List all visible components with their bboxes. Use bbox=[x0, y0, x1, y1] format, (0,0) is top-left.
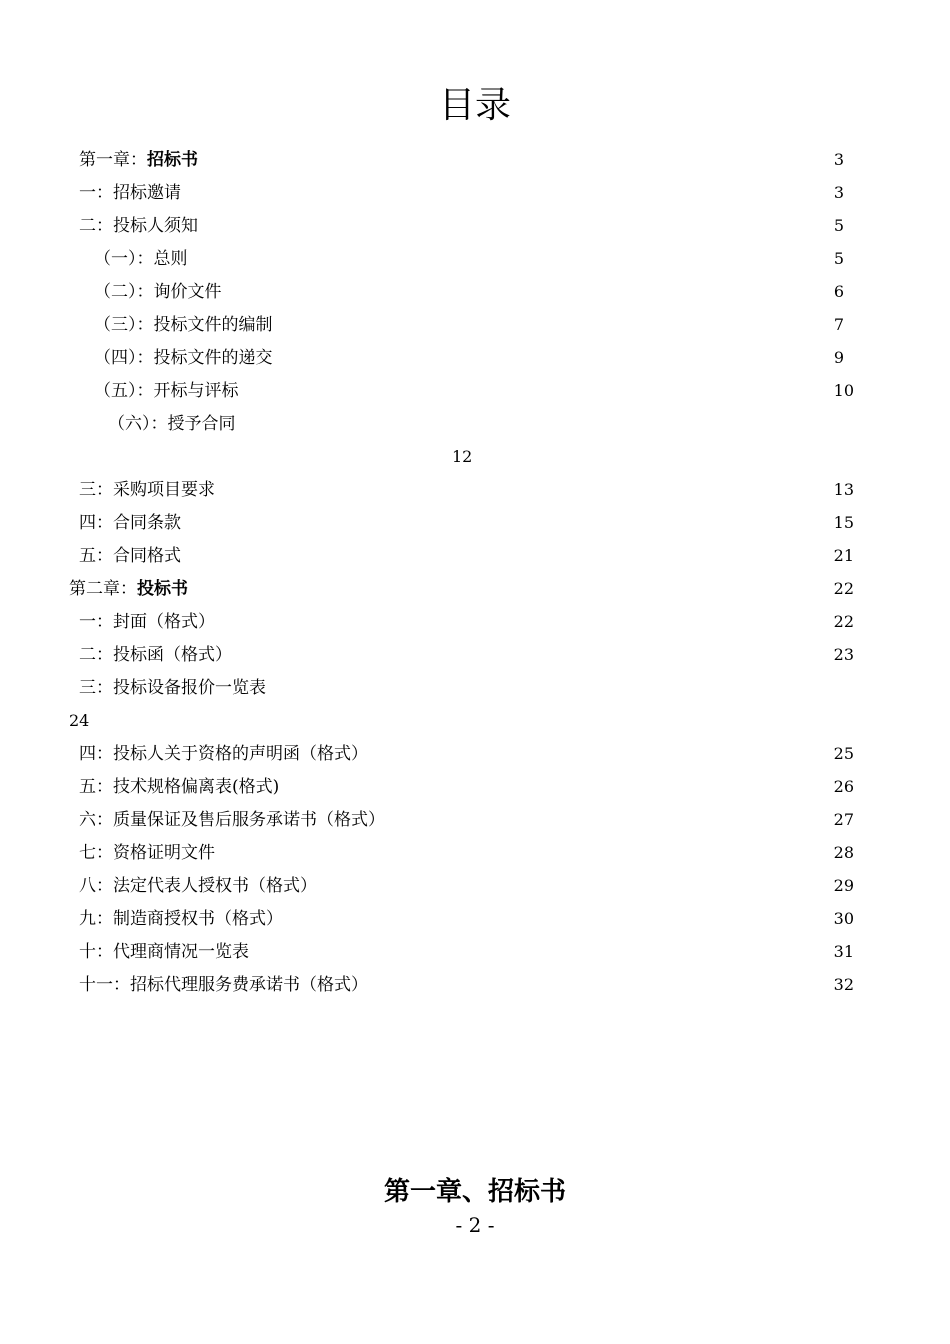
toc-entry-label: 三：投标设备报价一览表 bbox=[79, 677, 266, 698]
toc-entry-label: 三：采购项目要求 bbox=[79, 479, 215, 500]
toc-entry[interactable] bbox=[94, 275, 844, 308]
toc-leader-dots bbox=[228, 281, 834, 303]
toc-page-number: 21 bbox=[833, 545, 854, 565]
toc-page-number: 27 bbox=[833, 809, 854, 829]
toc-page-number: 5 bbox=[833, 215, 844, 235]
toc-wrapped-page-number: 24 bbox=[69, 710, 90, 730]
toc-page-number: 22 bbox=[833, 611, 854, 631]
toc-entry[interactable] bbox=[79, 473, 854, 506]
toc-leader-dots bbox=[259, 380, 834, 402]
toc-leader-dots bbox=[279, 314, 834, 336]
toc-entry[interactable] bbox=[79, 968, 854, 1001]
toc-entry[interactable] bbox=[79, 836, 854, 869]
toc-leader-dots bbox=[278, 677, 854, 699]
toc-entry-label: 一：封面（格式） bbox=[79, 611, 215, 632]
toc-page-number: 26 bbox=[833, 776, 854, 796]
toc-leader-dots bbox=[206, 578, 834, 600]
toc-page-number: 10 bbox=[833, 380, 854, 400]
toc-leader-dots bbox=[204, 215, 834, 237]
toc-entry-label: 七：资格证明文件 bbox=[79, 842, 215, 863]
toc-leader-dots bbox=[221, 842, 834, 864]
toc-entry-label: 十一：招标代理服务费承诺书（格式） bbox=[79, 974, 368, 995]
toc-entry[interactable] bbox=[79, 638, 854, 671]
toc-page-number: 7 bbox=[833, 314, 844, 334]
toc-entry-label: （二）：询价文件 bbox=[94, 281, 222, 302]
toc-page-number: 5 bbox=[833, 248, 844, 268]
toc-leader-dots bbox=[187, 545, 834, 567]
toc-entry-label: （六）：授予合同 bbox=[108, 413, 236, 434]
toc-title: 目录 bbox=[438, 85, 511, 126]
toc-leader-dots bbox=[403, 809, 834, 831]
toc-entry-label: （五）：开标与评标 bbox=[94, 380, 239, 401]
toc-leader-dots bbox=[335, 875, 834, 897]
toc-entry-label: 二：投标函（格式） bbox=[79, 644, 232, 665]
toc-entry[interactable] bbox=[94, 242, 844, 275]
toc-leader-dots bbox=[285, 776, 833, 798]
toc-page-number: 32 bbox=[833, 974, 854, 994]
toc-leader-dots bbox=[187, 182, 834, 204]
toc-entry[interactable] bbox=[79, 539, 854, 572]
toc-page-number: 3 bbox=[833, 182, 844, 202]
toc-entry-label: 一：招标邀请 bbox=[79, 182, 181, 203]
toc-entry[interactable] bbox=[79, 209, 844, 242]
toc-entry-label: （三）：投标文件的编制 bbox=[94, 314, 273, 335]
toc-page-number: 31 bbox=[833, 941, 854, 961]
toc-entry-label: （四）：投标文件的递交 bbox=[94, 347, 273, 368]
toc-leader-dots bbox=[301, 908, 834, 930]
toc-entry-label: 第二章：投标书 bbox=[69, 578, 188, 599]
toc-entry-label: 四：合同条款 bbox=[79, 512, 181, 533]
toc-leader-dots bbox=[204, 149, 834, 171]
toc-entry[interactable] bbox=[79, 869, 854, 902]
toc-leader-dots bbox=[386, 743, 834, 765]
toc-leader-dots bbox=[262, 413, 841, 435]
toc-page-number: 30 bbox=[833, 908, 854, 928]
toc-page-number: 28 bbox=[833, 842, 854, 862]
toc-leader-dots bbox=[250, 644, 834, 666]
page-number-footer: - 2 - bbox=[455, 1213, 495, 1237]
toc-entry[interactable] bbox=[94, 374, 854, 407]
toc-page-number: 13 bbox=[833, 479, 854, 499]
toc-entry-label: 五：技术规格偏离表(格式) bbox=[79, 776, 280, 797]
toc-entry-label: 第一章：招标书 bbox=[79, 149, 198, 170]
toc-entry[interactable] bbox=[79, 737, 854, 770]
toc-entry[interactable] bbox=[79, 143, 844, 176]
toc-leader-dots bbox=[386, 974, 834, 996]
toc-page-number: 9 bbox=[833, 347, 844, 367]
toc-leader-dots bbox=[194, 248, 834, 270]
toc-entry-label: 九：制造商授权书（格式） bbox=[79, 908, 283, 929]
toc-page-number: 25 bbox=[833, 743, 854, 763]
toc-page-number: 15 bbox=[833, 512, 854, 532]
chapter-heading: 第一章、招标书 bbox=[383, 1177, 566, 1207]
toc-entry-label: 十：代理商情况一览表 bbox=[79, 941, 249, 962]
toc-entry[interactable] bbox=[79, 671, 854, 704]
toc-entry[interactable] bbox=[79, 902, 854, 935]
toc-leader-dots bbox=[187, 512, 834, 534]
toc-wrapped-page-number: 12 bbox=[452, 446, 473, 466]
toc-entry-label: 五：合同格式 bbox=[79, 545, 181, 566]
toc-entry[interactable] bbox=[79, 803, 854, 836]
toc-entry-label: 四：投标人关于资格的声明函（格式） bbox=[79, 743, 368, 764]
toc-page-number: 22 bbox=[833, 578, 854, 598]
toc-page-number: 23 bbox=[833, 644, 854, 664]
toc-leader-dots bbox=[221, 479, 834, 501]
toc-page-number: 29 bbox=[833, 875, 854, 895]
toc-entry[interactable] bbox=[79, 935, 854, 968]
toc-leader-dots bbox=[233, 611, 834, 633]
toc-entry[interactable] bbox=[79, 770, 854, 803]
toc-leader-dots bbox=[259, 941, 834, 963]
toc-entry[interactable] bbox=[79, 605, 854, 638]
toc-entry[interactable] bbox=[108, 407, 840, 440]
toc-entry[interactable] bbox=[94, 308, 844, 341]
toc-leader-dots bbox=[291, 347, 834, 369]
toc-entry-label: 六：质量保证及售后服务承诺书（格式） bbox=[79, 809, 385, 830]
toc-page-number: 3 bbox=[833, 149, 844, 169]
toc-entry[interactable] bbox=[69, 572, 854, 605]
toc-entry-label: 八：法定代表人授权书（格式） bbox=[79, 875, 317, 896]
toc-entry[interactable] bbox=[94, 341, 844, 374]
toc-entry-label: （一）：总则 bbox=[94, 248, 188, 269]
toc-entry[interactable] bbox=[79, 176, 844, 209]
toc-entry-label: 二：投标人须知 bbox=[79, 215, 198, 236]
toc-entry[interactable] bbox=[79, 506, 854, 539]
toc-page-number: 6 bbox=[833, 281, 844, 301]
